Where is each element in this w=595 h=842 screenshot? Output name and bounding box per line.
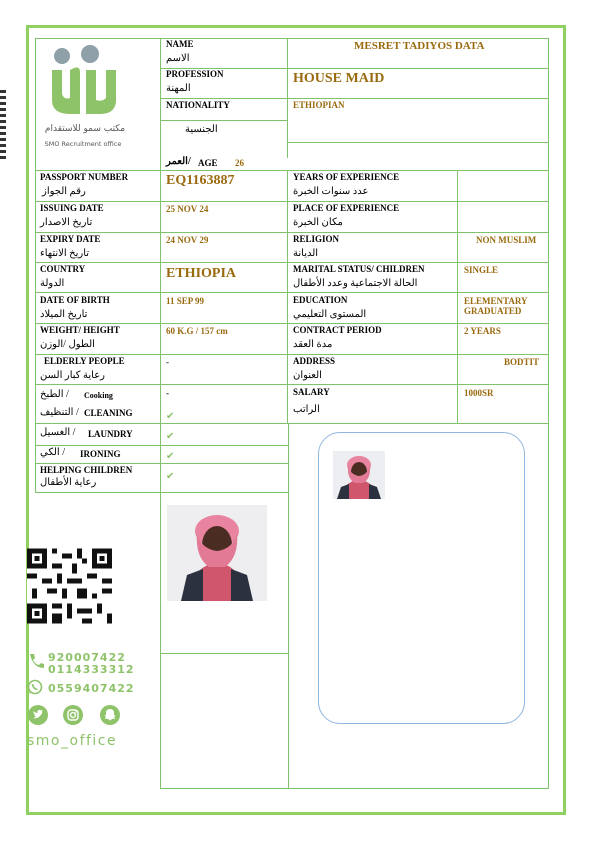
age-label: AGE bbox=[198, 158, 218, 168]
cleaning-label: CLEANING bbox=[84, 408, 133, 418]
phone-1: 920007422 bbox=[48, 651, 126, 664]
whatsapp-number: 0559407422 bbox=[48, 682, 135, 695]
passport-value: EQ1163887 bbox=[166, 173, 235, 188]
religion-value: NON MUSLIM bbox=[476, 235, 537, 245]
contract-value: 2 YEARS bbox=[464, 326, 501, 336]
issue-value: 25 NOV 24 bbox=[166, 204, 209, 214]
exp-place-label-ar: مكان الخبرة bbox=[293, 217, 343, 228]
salary-label-ar: الراتب bbox=[293, 404, 320, 415]
cooking-label-ar: الطبخ / bbox=[40, 389, 69, 400]
nationality-value: ETHIOPIAN bbox=[293, 100, 345, 110]
address-label: ADDRESS bbox=[293, 356, 336, 366]
social-handle: smo_office bbox=[27, 733, 118, 749]
logo bbox=[40, 42, 130, 167]
address-label-ar: العنوان bbox=[293, 370, 322, 381]
name-value: MESRET TADIYOS DATA bbox=[354, 40, 485, 52]
address-value: BODTIT bbox=[504, 357, 540, 367]
profession-label-ar: المهنة bbox=[166, 83, 191, 94]
dob-label-ar: تاريخ الميلاد bbox=[40, 309, 88, 320]
whatsapp-icon bbox=[27, 679, 43, 695]
contract-label-ar: مدة العقد bbox=[293, 339, 333, 350]
cleaning-label-ar: التنظيف / bbox=[40, 407, 79, 418]
expiry-value: 24 NOV 29 bbox=[166, 235, 209, 245]
education-label: EDUCATION bbox=[293, 295, 348, 305]
contract-label: CONTRACT PERIOD bbox=[293, 325, 382, 335]
country-label-ar: الدولة bbox=[40, 278, 65, 289]
ironing-check-icon: ✔ bbox=[166, 451, 175, 462]
laundry-label: LAUNDRY bbox=[88, 429, 133, 439]
helping-check-icon: ✔ bbox=[166, 471, 175, 482]
exp-years-label: YEARS OF EXPERIENCE bbox=[293, 172, 400, 182]
expiry-label: EXPIRY DATE bbox=[40, 234, 101, 244]
issue-label: ISSUING DATE bbox=[40, 203, 104, 213]
logo-english-name: SMO Recruitment office bbox=[44, 140, 122, 148]
snapchat-icon[interactable] bbox=[100, 705, 120, 725]
education-value-2: GRADUATED bbox=[464, 306, 522, 316]
exp-place-label: PLACE OF EXPERIENCE bbox=[293, 203, 400, 213]
weight-label: WEIGHT/ HEIGHT bbox=[40, 325, 120, 335]
country-label: COUNTRY bbox=[40, 264, 86, 274]
passport-label-ar: رقم الجواز bbox=[42, 186, 86, 197]
elderly-label-ar: رعاية كبار السن bbox=[40, 370, 105, 381]
phone-icon bbox=[27, 653, 45, 669]
name-label-ar: الاسم bbox=[166, 53, 190, 64]
age-value: 26 bbox=[235, 158, 244, 168]
profession-label: PROFESSION bbox=[166, 69, 224, 79]
laundry-label-ar: الغسيل / bbox=[40, 427, 76, 438]
country-value: ETHIOPIA bbox=[166, 266, 237, 281]
age-label-ar: العمر/ bbox=[166, 156, 191, 167]
elderly-value: - bbox=[166, 357, 169, 367]
religion-label: RELIGION bbox=[293, 234, 340, 244]
salary-label: SALARY bbox=[293, 387, 330, 397]
helping-label-ar: رعاية الأطفال bbox=[40, 477, 97, 488]
exp-years-label-ar: عدد سنوات الخبرة bbox=[293, 186, 369, 197]
education-value-1: ELEMENTARY bbox=[464, 296, 528, 306]
name-label: NAME bbox=[166, 39, 194, 49]
side-barcode bbox=[0, 90, 6, 160]
religion-label-ar: الديانة bbox=[293, 248, 319, 259]
dob-label: DATE OF BIRTH bbox=[40, 295, 110, 305]
expiry-label-ar: تاريخ الانتهاء bbox=[40, 248, 90, 259]
phone-2: 0114333312 bbox=[48, 663, 135, 676]
dob-value: 11 SEP 99 bbox=[166, 296, 205, 306]
cleaning-check-icon: ✔ bbox=[166, 411, 175, 422]
instagram-icon[interactable] bbox=[63, 705, 83, 725]
cooking-label: Cooking bbox=[84, 391, 113, 400]
marital-label: MARITAL STATUS/ CHILDREN bbox=[293, 264, 425, 274]
small-portrait-photo bbox=[333, 451, 385, 499]
passport-label: PASSPORT NUMBER bbox=[40, 172, 129, 182]
ironing-label-ar: الكي / bbox=[40, 447, 65, 458]
weight-label-ar: الطول /الوزن bbox=[40, 339, 95, 350]
profession-value: HOUSE MAID bbox=[293, 71, 385, 86]
logo-mark-icon bbox=[40, 42, 130, 122]
elderly-label: ELDERLY PEOPLE bbox=[44, 356, 125, 366]
cooking-value: - bbox=[166, 388, 169, 398]
logo-arabic-name: مكتب سمو للاستقدام bbox=[44, 124, 126, 134]
laundry-check-icon: ✔ bbox=[166, 431, 175, 442]
nationality-label: NATIONALITY bbox=[166, 100, 230, 110]
qr-code bbox=[27, 548, 112, 624]
education-label-ar: المستوى التعليمي bbox=[293, 309, 367, 320]
helping-label: HELPING CHILDREN bbox=[40, 465, 133, 475]
ironing-label: IRONING bbox=[80, 449, 121, 459]
issue-label-ar: تاريخ الاصدار bbox=[40, 217, 93, 228]
marital-value: SINGLE bbox=[464, 265, 499, 275]
portrait-photo bbox=[167, 505, 267, 601]
twitter-icon[interactable] bbox=[28, 705, 48, 725]
marital-label-ar: الحالة الاجتماعية وعدد الأطفال bbox=[293, 278, 418, 289]
weight-value: 60 K.G / 157 cm bbox=[166, 326, 228, 336]
salary-value: 1000SR bbox=[464, 388, 494, 398]
nationality-label-ar: الجنسية bbox=[185, 124, 218, 135]
